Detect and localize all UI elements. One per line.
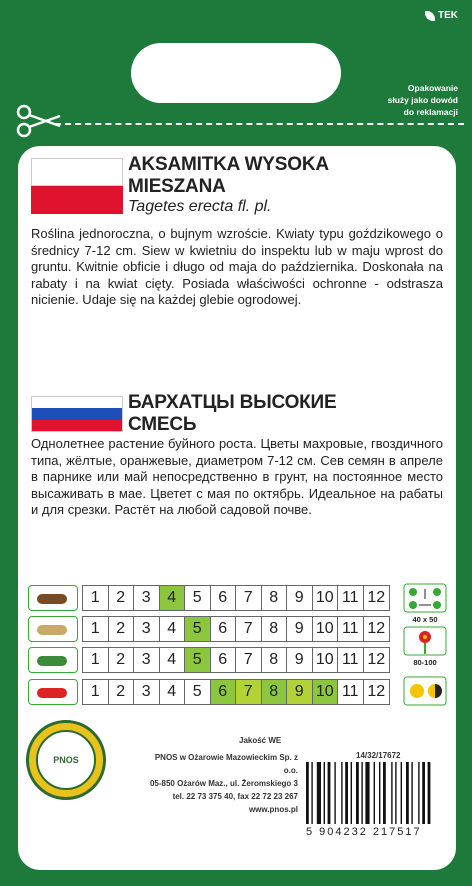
month-cell: 6 xyxy=(211,648,237,672)
month-cell: 4 xyxy=(160,617,186,641)
calendar-row-flowering xyxy=(28,678,390,706)
month-cell: 8 xyxy=(262,586,288,610)
month-cell: 4 xyxy=(160,586,186,610)
lot-code: 14/32/17672 xyxy=(356,751,401,760)
month-cell: 9 xyxy=(287,648,313,672)
month-cell: 3 xyxy=(134,648,160,672)
month-cell: 4 xyxy=(160,648,186,672)
leaf-icon xyxy=(425,11,435,21)
polish-flag-icon xyxy=(31,158,123,214)
month-cell: 3 xyxy=(134,617,160,641)
height-info: 80-100 xyxy=(402,626,448,667)
month-cell: 1 xyxy=(83,586,109,610)
month-cell: 7 xyxy=(236,648,262,672)
month-cell: 6 xyxy=(211,617,237,641)
cut-line xyxy=(55,123,464,125)
packet-window xyxy=(131,43,341,103)
month-cell: 6 xyxy=(211,586,237,610)
month-cell: 4 xyxy=(160,680,186,704)
company-address: PNOS w Ożarowie Mazowieckim Sp. z o.o. 05-850 Ożarów Maz., ul. Żeromskiego 3 tel. 22 73 375 40, fax 22 72 23 267 www.pnos.pl xyxy=(149,753,298,814)
month-cells xyxy=(82,679,390,705)
barcode xyxy=(302,760,442,826)
month-cell: 3 xyxy=(134,680,160,704)
month-cell: 10 xyxy=(313,648,339,672)
month-cell: 9 xyxy=(287,617,313,641)
complaint-note: Opakowanie służy jako dowód do reklamacji xyxy=(387,83,458,117)
sowing-under-cover-icon xyxy=(28,585,78,611)
month-cell: 8 xyxy=(262,617,288,641)
month-cell: 9 xyxy=(287,586,313,610)
russian-description: Однолетнее растение буйного роста. Цветы махровые, гвоздичного типа, жёлтые, оранжевые, диаметром 7-12 см. Сев семян в апреле в парнике или май непосредственно в грунт, на постоянное место высаживать в мае. Цветет с мая по октябрь. Идеальное на рабаты и для срезки. Растёт на любой садовой почве. xyxy=(31,436,443,517)
month-cell: 8 xyxy=(262,648,288,672)
month-cell: 8 xyxy=(262,680,288,704)
russian-title: БАРХАТЦЫ ВЫСОКИЕ СМЕСЬ xyxy=(128,392,337,435)
month-cell: 5 xyxy=(185,648,211,672)
planting-out-icon xyxy=(28,647,78,673)
month-cell: 1 xyxy=(83,648,109,672)
month-cells xyxy=(82,585,390,611)
month-cell: 7 xyxy=(236,586,262,610)
month-cell: 2 xyxy=(109,617,135,641)
sowing-outdoor-icon xyxy=(28,616,78,642)
month-cell: 12 xyxy=(367,683,386,700)
spacing-icon xyxy=(403,583,447,613)
tek-logo xyxy=(425,10,458,21)
month-cells xyxy=(82,616,390,642)
pnos-logo: PNOS xyxy=(26,720,106,800)
month-cell: 7 xyxy=(236,680,262,704)
month-cell: 12 xyxy=(367,651,386,668)
calendar-row-sowing-outdoor xyxy=(28,615,390,643)
month-cell: 2 xyxy=(109,586,135,610)
calendar-row-planting-out xyxy=(28,646,390,674)
month-cell: 10 xyxy=(313,617,339,641)
month-cell: 12 xyxy=(367,589,386,606)
month-cells xyxy=(82,647,390,673)
month-cell: 2 xyxy=(109,680,135,704)
sun-exposure-info xyxy=(402,676,448,708)
month-cell: 7 xyxy=(236,617,262,641)
quality-label: Jakość WE xyxy=(239,736,282,745)
month-cell: 12 xyxy=(367,620,386,637)
month-cell: 10 xyxy=(313,680,339,704)
month-cell: 1 xyxy=(83,617,109,641)
month-cell: 2 xyxy=(109,648,135,672)
month-cell: 6 xyxy=(211,680,237,704)
month-cell: 9 xyxy=(287,680,313,704)
flower-height-icon xyxy=(403,626,447,656)
spacing-info: 40 x 50 xyxy=(402,583,448,624)
month-cell: 10 xyxy=(313,586,339,610)
scissors-icon xyxy=(16,104,66,138)
calendar-row-sowing-under-cover xyxy=(28,584,390,612)
month-cell: 5 xyxy=(185,680,211,704)
month-cell: 5 xyxy=(185,617,211,641)
polish-title: AKSAMITKA WYSOKA MIESZANA xyxy=(128,154,329,197)
tek-label: TEK xyxy=(438,10,458,21)
barcode-number: 5 904232 217517 xyxy=(306,826,422,838)
month-cell: 11 xyxy=(338,648,364,672)
month-cell: 3 xyxy=(134,586,160,610)
polish-description: Roślina jednoroczna, o bujnym wzroście. Kwiaty typu goździkowego o średnicy 7-12 cm. Siew w kwietniu do inspektu lub w maju wprost do gruntu. Kwitnie obficie i długo od maja do października. Doskonała na rabaty i na kwiat cięty. Posiada właściwości ochronne - odstrasza nicienie. Udaje się na każdej glebie ogrodowej. xyxy=(31,226,443,307)
latin-name: Tagetes erecta fl. pl. xyxy=(128,198,272,215)
month-cell: 11 xyxy=(338,586,364,610)
sun-icon xyxy=(403,676,447,706)
month-cell: 11 xyxy=(338,680,364,704)
month-cell: 11 xyxy=(338,617,364,641)
month-cell: 5 xyxy=(185,586,211,610)
flowering-icon xyxy=(28,679,78,705)
month-cell: 1 xyxy=(83,680,109,704)
russian-flag-icon xyxy=(31,396,123,432)
